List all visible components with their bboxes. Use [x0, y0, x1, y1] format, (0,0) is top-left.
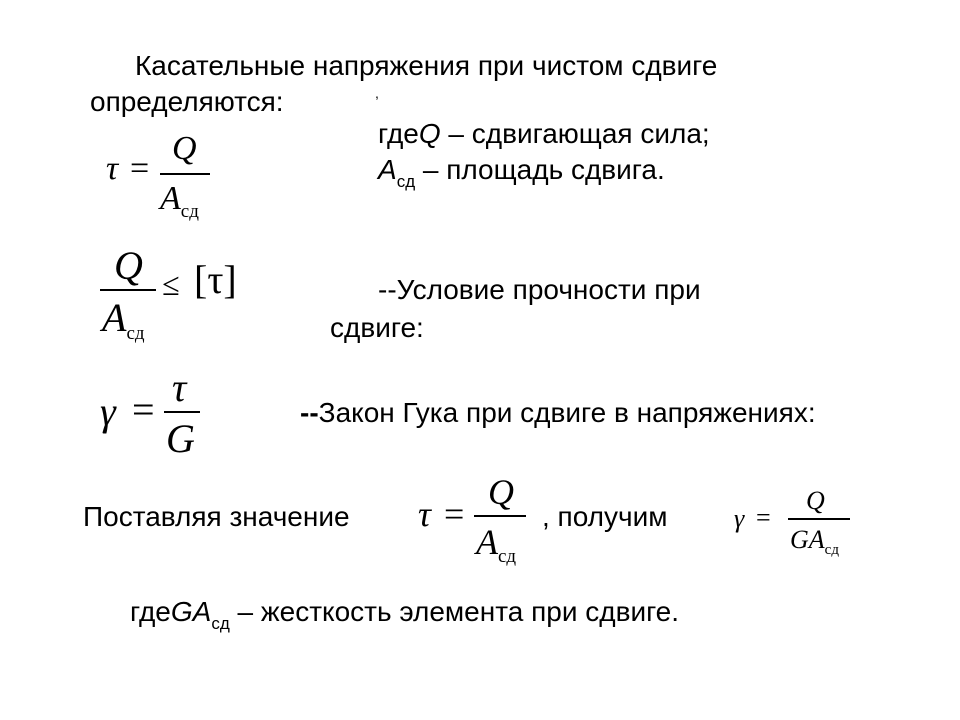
- formula4-lhs: τ: [418, 494, 431, 534]
- definition-area-text: – площадь сдвига.: [415, 154, 665, 185]
- substitution-middle: , получим: [542, 501, 668, 532]
- hooke-law-text: [300, 399, 816, 427]
- hooke-law-label: Закон Гука при сдвиге в напряжениях:: [318, 397, 816, 428]
- formula3-numerator: τ: [172, 365, 187, 410]
- formula5-equals: =: [756, 503, 771, 532]
- formula1-lhs: τ: [106, 150, 119, 187]
- stiffness-variable: GA: [170, 596, 212, 627]
- definition-q-prefix: где: [378, 118, 419, 149]
- formula4-numerator: Q: [488, 472, 514, 512]
- definition-q-text: – сдвигающая сила;: [440, 118, 710, 149]
- intro-line-1: Касательные напряжения при чистом сдвиге: [135, 50, 718, 81]
- formula1-equals: =: [130, 150, 150, 187]
- stiffness-text: – жесткость элемента при сдвиге.: [229, 596, 680, 627]
- stiffness-definition: [130, 596, 680, 633]
- formula5-denominator-sub: сд: [824, 542, 839, 558]
- formula2-numerator: Q: [114, 243, 143, 288]
- formula3-denominator: G: [166, 416, 195, 461]
- formula2-rhs: [τ]: [194, 257, 237, 302]
- formula5-denominator-var: GA: [790, 525, 825, 554]
- formula5-lhs: γ: [734, 504, 745, 533]
- formula1-denominator-var: A: [160, 180, 181, 217]
- formula2-denominator: [102, 295, 145, 344]
- formula1-denominator-sub: сд: [180, 201, 199, 222]
- formula4-fraction-bar: [474, 515, 526, 517]
- intro-line-2: определяются:: [90, 86, 284, 117]
- definition-area: [378, 154, 665, 191]
- formula3-equals: =: [132, 387, 155, 432]
- strength-condition-line-2: сдвиге:: [330, 312, 424, 343]
- formula2-fraction-bar: [100, 289, 156, 291]
- formula5-denominator: [790, 525, 839, 558]
- formula2-denominator-sub: сд: [126, 323, 145, 344]
- definition-area-variable: A: [378, 154, 397, 185]
- formula3-lhs: γ: [100, 389, 116, 434]
- formula1-fraction-bar: [160, 173, 210, 175]
- stiffness-prefix: где: [130, 596, 171, 627]
- hooke-law-dashes: --: [300, 397, 319, 428]
- formula4-denominator: [476, 522, 517, 567]
- formula5-fraction-bar: [788, 518, 850, 520]
- formula1-numerator: Q: [172, 130, 197, 167]
- formula3-fraction-bar: [164, 411, 200, 413]
- formula4-denominator-sub: сд: [498, 546, 517, 567]
- stiffness-subscript: сд: [211, 614, 230, 633]
- substitution-prefix: Поставляя значение: [83, 501, 350, 532]
- definition-q-variable: Q: [418, 118, 441, 149]
- definition-q: [378, 120, 710, 148]
- intro-comma: ,: [375, 85, 379, 101]
- formula1-denominator: [160, 180, 199, 222]
- formula2-relation: ≤: [162, 266, 180, 302]
- formula4-equals: =: [444, 494, 465, 534]
- formula2-denominator-var: A: [102, 295, 127, 340]
- formula4-denominator-var: A: [476, 522, 498, 562]
- strength-condition-line-1: --Условие прочности при: [378, 274, 701, 305]
- formula5-numerator: Q: [806, 486, 825, 515]
- definition-area-subscript: сд: [396, 172, 416, 191]
